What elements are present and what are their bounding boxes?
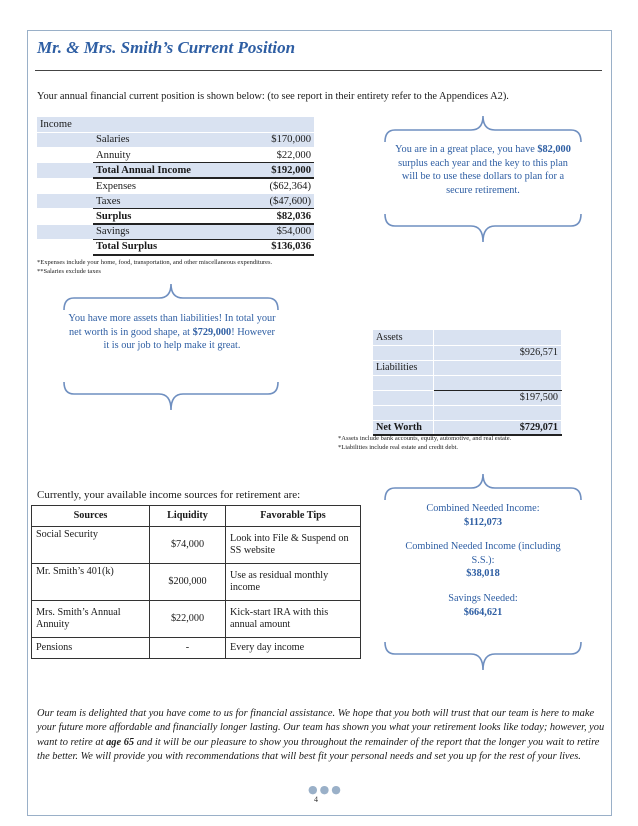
source-name: Mr. Smith’s 401(k) <box>32 564 150 601</box>
income-label: Total Annual Income <box>93 163 216 178</box>
combined-ss-value: $38,018 <box>466 568 500 580</box>
table-row <box>32 564 361 601</box>
table-row <box>32 601 361 638</box>
table-row <box>373 405 562 420</box>
table-row <box>373 360 562 375</box>
income-value: ($47,600) <box>216 193 314 208</box>
source-liquidity: $74,000 <box>150 527 226 564</box>
column-header: Favorable Tips <box>226 506 361 527</box>
source-tip: Every day income <box>226 638 361 659</box>
source-tip: Use as residual monthly income <box>226 564 361 601</box>
title-divider <box>35 70 602 71</box>
combined-income-label: Combined Needed Income: <box>426 503 540 514</box>
source-tip: Kick-start IRA with this annual amount <box>226 601 361 638</box>
table-row <box>373 345 562 360</box>
source-liquidity: - <box>150 638 226 659</box>
income-value: $136,036 <box>216 239 314 254</box>
source-tip: Look into File & Suspend on SS website <box>226 527 361 564</box>
combined-ss-label: Combined Needed Income (including S.S.): <box>405 541 561 566</box>
source-name: Pensions <box>32 638 150 659</box>
top-brace-icon <box>383 470 583 502</box>
combined-income-value: $112,073 <box>463 516 503 528</box>
retirement-age: age 65 <box>106 736 135 748</box>
networth-amount: $729,000 <box>192 326 232 338</box>
table-row <box>373 420 562 435</box>
table-row <box>37 209 314 224</box>
income-sources-table <box>31 505 361 659</box>
table-row <box>32 638 361 659</box>
income-value: $54,000 <box>216 224 314 239</box>
source-name: Social Security <box>32 527 150 564</box>
needs-callout <box>405 502 561 619</box>
top-brace-icon <box>62 280 280 312</box>
assets-value: $926,571 <box>433 345 562 360</box>
income-footnote: *Expenses include your home, food, transportation, and other miscellaneous expenditures. <box>37 259 273 266</box>
column-header: Sources <box>32 506 150 527</box>
liabilities-value: $197,500 <box>433 390 562 405</box>
bottom-brace-icon <box>62 380 280 414</box>
table-row <box>373 390 562 405</box>
table-row <box>37 132 314 147</box>
assets-footnote: *Assets include bank accounts, equity, automotive, and real estate. <box>338 435 512 442</box>
sources-heading: Currently, your available income sources for retirement are: <box>37 489 301 501</box>
table-row <box>37 117 314 132</box>
income-label: Expenses <box>93 178 216 193</box>
income-table <box>37 117 314 256</box>
assets-table <box>373 330 562 436</box>
income-footnote: **Salaries exclude taxes <box>37 268 101 275</box>
intro-text: Your annual financial current position is shown below: (to see report in their entirety refer to the Appendices A2). <box>37 91 509 102</box>
table-row <box>37 224 314 239</box>
bottom-brace-icon <box>383 640 583 674</box>
liabilities-label: Liabilities <box>373 360 433 375</box>
networth-callout: You have more assets than liabilities! In total your net worth is in good shape, at $729,000! However it is our job to help make it great. <box>68 313 276 352</box>
table-row <box>37 178 314 193</box>
table-row <box>32 527 361 564</box>
surplus-amount: $82,000 <box>537 144 571 155</box>
table-row <box>373 375 562 390</box>
income-label: Total Surplus <box>93 239 216 254</box>
income-label: Taxes <box>93 193 216 208</box>
table-header-row <box>32 506 361 527</box>
income-value: $82,036 <box>216 209 314 224</box>
table-row <box>37 148 314 163</box>
table-row <box>37 239 314 254</box>
page-number: 4 <box>314 795 318 804</box>
source-liquidity: $22,000 <box>150 601 226 638</box>
income-value: $192,000 <box>216 163 314 178</box>
source-name: Mrs. Smith’s Annual Annuity <box>32 601 150 638</box>
income-value: $22,000 <box>216 148 314 163</box>
column-header: Liquidity <box>150 506 226 527</box>
networth-value: $729,071 <box>433 420 562 435</box>
income-value: ($62,364) <box>216 178 314 193</box>
page-dots-icon: ●●● <box>308 783 343 796</box>
income-value: $170,000 <box>216 132 314 147</box>
income-label: Surplus <box>93 209 216 224</box>
assets-label: Assets <box>373 330 433 345</box>
networth-label: Net Worth <box>373 420 433 435</box>
surplus-callout: You are in a great place, you have $82,000 surplus each year and the key to this plan will be to use these dollars to plan for a secure retirement. <box>395 144 571 196</box>
income-label: Salaries <box>93 132 216 147</box>
table-row <box>373 330 562 345</box>
bottom-brace-icon <box>383 212 583 246</box>
savings-needed-value: $664,621 <box>463 606 503 618</box>
income-header: Income <box>37 117 93 132</box>
assets-footnote: *Liabilities include real estate and credit debt. <box>338 444 459 451</box>
income-label: Savings <box>93 224 216 239</box>
savings-needed-label: Savings Needed: <box>448 592 518 604</box>
top-brace-icon <box>383 112 583 144</box>
page-title: Mr. & Mrs. Smith’s Current Position <box>37 38 296 57</box>
table-row <box>37 193 314 208</box>
table-row <box>37 163 314 178</box>
closing-paragraph: Our team is delighted that you have come to us for financial assistance. We hope that you both will trust that our team is here to make your future more affordable and financially longer lasting. Our team has shown you what your retirement looks like today; however, you want to retire at age 65 and it will be our pleasure to show you throughout the remainder of the report that the longer you wait to retire the better. We will provide you with recommendations that will best fit your personal needs and set you up for the rest of your lives. <box>37 708 605 763</box>
source-liquidity: $200,000 <box>150 564 226 601</box>
income-label: Annuity <box>93 148 216 163</box>
